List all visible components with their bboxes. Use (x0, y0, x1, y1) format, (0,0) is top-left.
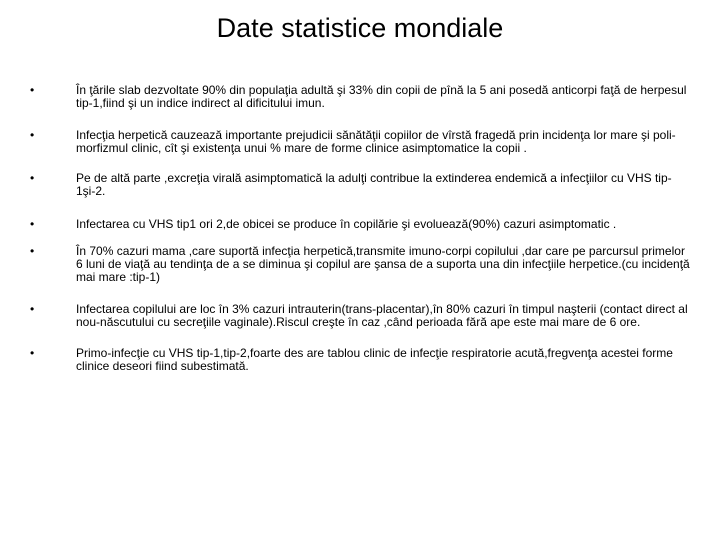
bullet-text: Infectarea copilului are loc în 3% cazuri intrauterin(trans-placentar),în 80% cazuri în timpul naşterii (contact direct al nou-născutului cu secreţiile vaginale).Riscul creşte în caz ,când perioada fără ape este mai mare de 6 ore. (76, 302, 688, 329)
bullet-icon: • (30, 171, 35, 185)
bullet-item (30, 303, 690, 329)
bullet-text: Infecţia herpetică cauzează importante prejudicii sănătăţii copiilor de vîrstă fragedă prin incidenţa lor mare şi poli-morfizmul clinic, cît şi existenţa unui % mare de forme clinice asimptomatice la copii . (76, 128, 676, 155)
bullet-icon: • (30, 244, 35, 258)
slide-title: Date statistice mondiale (216, 13, 504, 43)
bullet-list (30, 84, 690, 391)
bullet-text: Infectarea cu VHS tip1 ori 2,de obicei se produce în copilărie şi evoluează(90%) cazuri asimptomatic . (76, 217, 617, 231)
bullet-icon: • (30, 346, 35, 360)
bullet-item (30, 84, 690, 110)
bullet-icon: • (30, 83, 35, 97)
bullet-item (30, 218, 690, 231)
bullet-item (30, 129, 690, 155)
bullet-text: În 70% cazuri mama ,care suportă infecţia herpetică,transmite imuno-corpi copilului ,dar care pe parcursul primelor 6 luni de viaţă au tendinţa de a se diminua şi copilul are şansa de a suporta una din infecţiile herpetice.(cu incidenţă mai mare :tip-1) (76, 244, 690, 284)
bullet-icon: • (30, 302, 35, 316)
bullet-text: În ţările slab dezvoltate 90% din populaţia adultă şi 33% din copii de pînă la 5 ani posedă anticorpi faţă de herpesul tip-1,fiind şi un indice indirect al dificitului imun. (76, 83, 687, 110)
bullet-text: Pe de altă parte ,excreţia virală asimptomatică la adulţi contribue la extinderea endemică a infecţiilor cu VHS tip-1şi-2. (76, 171, 672, 198)
bullet-text: Primo-infecţie cu VHS tip-1,tip-2,foarte des are tablou clinic de infecţie respiratorie acută,fregvenţa acestei forme clinice deseori fiind subestimată. (76, 346, 673, 373)
bullet-item (30, 172, 690, 198)
bullet-item (30, 347, 690, 373)
bullet-icon: • (30, 217, 35, 231)
bullet-item (30, 245, 690, 284)
bullet-icon: • (30, 128, 35, 142)
